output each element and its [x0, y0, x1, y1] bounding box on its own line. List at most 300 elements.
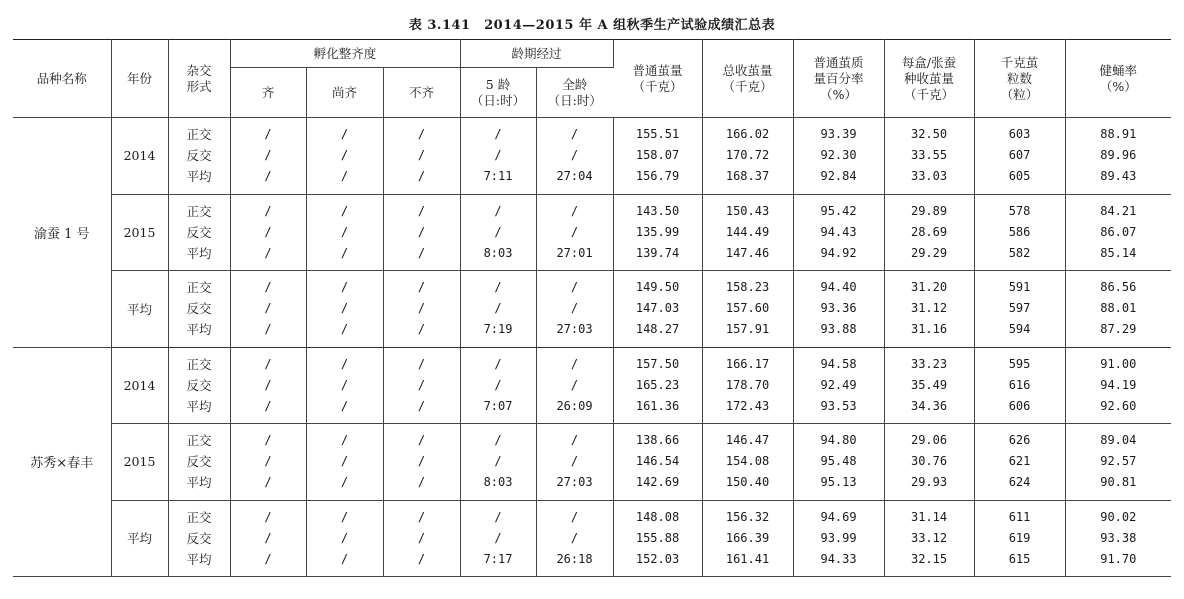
- hatch-fairly-even-cell: [306, 118, 383, 195]
- cell-line: /: [340, 433, 349, 448]
- cell-line: 8:03: [483, 245, 513, 260]
- yield-per-box-cell: [884, 424, 974, 501]
- cell-line: 586: [1008, 224, 1031, 239]
- cell-line: 616: [1008, 377, 1031, 392]
- cell-line: 595: [1008, 356, 1031, 371]
- cell-line: 621: [1008, 454, 1031, 469]
- cell-line: 144.49: [725, 224, 770, 239]
- cell-line: 138.66: [635, 433, 680, 448]
- cell-line: 29.93: [910, 475, 948, 490]
- cell-line: 591: [1008, 280, 1031, 295]
- hatch-even-cell: [230, 194, 306, 271]
- full-instar-cell: [536, 500, 613, 577]
- cell-line: 605: [1008, 169, 1031, 184]
- cell-line: /: [417, 322, 426, 337]
- header-instar-duration: 龄期经过: [460, 40, 613, 68]
- header-cross-type: 杂交 形式: [168, 40, 230, 118]
- total-cocoon-yield-cell: [702, 500, 793, 577]
- cell-line: /: [264, 377, 272, 392]
- header-quality-percent: 普通茧质 量百分率 （%）: [793, 40, 884, 118]
- full-instar-cell: [536, 118, 613, 195]
- cell-line: /: [417, 475, 426, 490]
- full-instar-cell: [536, 424, 613, 501]
- cell-line: 157.50: [635, 356, 680, 371]
- cell-line: 33.12: [910, 530, 948, 545]
- cell-line: 152.03: [635, 551, 680, 566]
- quality-percent-cell: [793, 194, 884, 271]
- hatch-fairly-even-cell: [306, 194, 383, 271]
- fifth-instar-cell: [460, 118, 536, 195]
- cell-line: /: [264, 509, 272, 524]
- yield-per-box-cell: [884, 118, 974, 195]
- cell-line: 94.40: [820, 280, 857, 295]
- healthy-pupa-rate-cell: [1065, 194, 1171, 271]
- cell-line: 95.13: [820, 475, 857, 490]
- cell-line: /: [417, 356, 426, 371]
- cell-line: 147.46: [725, 245, 770, 260]
- hatch-uneven-cell: [383, 424, 460, 501]
- year-cell: 平均: [111, 271, 168, 348]
- cell-line: 157.91: [725, 322, 770, 337]
- cell-line: 148.08: [635, 509, 680, 524]
- cell-line: 158.23: [725, 280, 770, 295]
- cell-line: /: [264, 127, 272, 142]
- header-hatch-fairly-even: 尚齐: [306, 68, 383, 118]
- total-cocoon-yield-cell: [702, 271, 793, 348]
- healthy-pupa-rate-cell: [1065, 271, 1171, 348]
- cell-line: 146.47: [725, 433, 770, 448]
- cell-line: 平均: [186, 169, 212, 185]
- cell-line: /: [494, 509, 502, 524]
- cell-line: 正交: [186, 203, 212, 219]
- cell-line: 93.39: [820, 127, 857, 142]
- cell-line: /: [340, 301, 349, 316]
- cell-line: 149.50: [635, 280, 680, 295]
- full-instar-cell: [536, 347, 613, 424]
- total-cocoon-yield-cell: [702, 194, 793, 271]
- cell-line: 150.40: [725, 475, 770, 490]
- cell-line: /: [494, 301, 502, 316]
- hatch-even-cell: [230, 271, 306, 348]
- cell-line: 平均: [186, 551, 212, 567]
- hatch-fairly-even-cell: [306, 424, 383, 501]
- cell-line: 32.15: [910, 551, 948, 566]
- cell-line: /: [340, 356, 349, 371]
- cell-line: 626: [1008, 433, 1031, 448]
- cell-line: /: [570, 224, 579, 239]
- cell-line: /: [264, 454, 272, 469]
- cell-line: 89.96: [1100, 148, 1137, 163]
- cell-line: 92.60: [1100, 398, 1137, 413]
- cell-line: /: [494, 203, 502, 218]
- cell-line: 93.99: [820, 530, 857, 545]
- cell-line: /: [264, 433, 272, 448]
- full-instar-cell: [536, 194, 613, 271]
- cell-line: 28.69: [910, 224, 948, 239]
- cell-line: 147.03: [635, 301, 680, 316]
- cell-line: 7:11: [483, 169, 513, 184]
- cell-line: 92.84: [820, 169, 857, 184]
- cell-line: 94.43: [820, 224, 857, 239]
- table-row: [13, 271, 1171, 348]
- yield-per-box-cell: [884, 500, 974, 577]
- cell-line: /: [570, 301, 579, 316]
- cell-line: 91.70: [1100, 551, 1137, 566]
- cell-line: 反交: [186, 377, 212, 393]
- header-healthy-pupa-rate: 健蛹率 （%）: [1065, 40, 1171, 118]
- cell-line: 143.50: [635, 203, 680, 218]
- cell-line: 29.29: [910, 245, 948, 260]
- header-cocoons-per-kg: 千克茧 粒数 （粒）: [974, 40, 1065, 118]
- hatch-uneven-cell: [383, 194, 460, 271]
- cell-line: /: [417, 169, 426, 184]
- cell-line: 92.30: [820, 148, 857, 163]
- table-body: [13, 118, 1171, 577]
- regular-cocoon-yield-cell: [613, 194, 702, 271]
- cocoons-per-kg-cell: [974, 118, 1065, 195]
- cell-line: /: [417, 398, 426, 413]
- cell-line: 正交: [186, 127, 212, 143]
- variety-name-cell: 苏秀×春丰: [13, 347, 111, 577]
- cell-line: 31.20: [910, 280, 948, 295]
- cell-line: 87.29: [1100, 322, 1137, 337]
- cell-line: 29.06: [910, 433, 948, 448]
- cell-line: 正交: [186, 433, 212, 449]
- cell-line: 156.79: [635, 169, 680, 184]
- cell-line: /: [494, 377, 502, 392]
- cell-line: 26:18: [556, 551, 593, 566]
- fifth-instar-cell: [460, 347, 536, 424]
- cell-line: /: [417, 245, 426, 260]
- cell-line: 615: [1008, 551, 1031, 566]
- cell-line: 135.99: [635, 224, 680, 239]
- cell-line: 88.91: [1100, 127, 1137, 142]
- cell-line: 反交: [186, 148, 212, 164]
- cell-line: 30.76: [910, 454, 948, 469]
- cell-line: /: [340, 530, 349, 545]
- cell-line: 94.92: [820, 245, 857, 260]
- cell-line: /: [264, 322, 272, 337]
- cell-line: 平均: [186, 475, 212, 491]
- cell-line: /: [417, 551, 426, 566]
- cell-line: 165.23: [635, 377, 680, 392]
- total-cocoon-yield-cell: [702, 424, 793, 501]
- cell-line: 170.72: [725, 148, 770, 163]
- table-row: [13, 347, 1171, 424]
- cell-line: /: [340, 454, 349, 469]
- cell-line: 94.80: [820, 433, 857, 448]
- cell-line: /: [494, 224, 502, 239]
- cell-line: /: [340, 551, 349, 566]
- cell-line: 平均: [186, 245, 212, 261]
- cell-line: /: [494, 280, 502, 295]
- regular-cocoon-yield-cell: [613, 347, 702, 424]
- healthy-pupa-rate-cell: [1065, 500, 1171, 577]
- quality-percent-cell: [793, 424, 884, 501]
- cell-line: 91.00: [1100, 356, 1137, 371]
- cell-line: /: [417, 433, 426, 448]
- cell-line: /: [570, 280, 579, 295]
- cell-line: 27:03: [556, 475, 593, 490]
- regular-cocoon-yield-cell: [613, 424, 702, 501]
- cell-line: 94.69: [820, 509, 857, 524]
- cell-line: 93.38: [1100, 530, 1137, 545]
- cell-line: /: [570, 127, 579, 142]
- cell-line: 90.02: [1100, 509, 1137, 524]
- cell-line: 93.36: [820, 301, 857, 316]
- cocoons-per-kg-cell: [974, 194, 1065, 271]
- cell-line: /: [417, 280, 426, 295]
- cell-line: /: [570, 530, 579, 545]
- cell-line: /: [264, 356, 272, 371]
- cell-line: 94.33: [820, 551, 857, 566]
- cell-line: /: [417, 127, 426, 142]
- hatch-uneven-cell: [383, 118, 460, 195]
- cell-line: 166.39: [725, 530, 770, 545]
- cell-line: /: [494, 530, 502, 545]
- cell-line: 166.17: [725, 356, 770, 371]
- cell-line: 155.51: [635, 127, 680, 142]
- total-cocoon-yield-cell: [702, 118, 793, 195]
- cell-line: 35.49: [910, 377, 948, 392]
- table-row: [13, 500, 1171, 577]
- cell-line: 7:17: [483, 551, 513, 566]
- cell-line: 619: [1008, 530, 1031, 545]
- year-cell: 2014: [111, 118, 168, 195]
- cell-line: 154.08: [725, 454, 770, 469]
- cell-line: 89.04: [1100, 433, 1137, 448]
- cross-type-cell: [168, 347, 230, 424]
- table-row: [13, 118, 1171, 195]
- cell-line: 反交: [186, 224, 212, 240]
- cell-line: 92.57: [1100, 454, 1137, 469]
- cell-line: /: [264, 203, 272, 218]
- cell-line: 86.56: [1100, 280, 1137, 295]
- quality-percent-cell: [793, 500, 884, 577]
- cross-type-cell: [168, 424, 230, 501]
- cell-line: 85.14: [1100, 245, 1137, 260]
- regular-cocoon-yield-cell: [613, 271, 702, 348]
- cell-line: /: [494, 148, 502, 163]
- cell-line: 反交: [186, 301, 212, 317]
- cell-line: 正交: [186, 356, 212, 372]
- cell-line: /: [340, 203, 349, 218]
- cell-line: 93.53: [820, 398, 857, 413]
- header-total-cocoon-yield: 总收茧量 （千克）: [702, 40, 793, 118]
- cell-line: /: [340, 245, 349, 260]
- quality-percent-cell: [793, 347, 884, 424]
- hatch-fairly-even-cell: [306, 271, 383, 348]
- cell-line: /: [264, 169, 272, 184]
- hatch-even-cell: [230, 347, 306, 424]
- cell-line: 597: [1008, 301, 1031, 316]
- cell-line: 正交: [186, 509, 212, 525]
- cell-line: 27:01: [556, 245, 593, 260]
- cell-line: 158.07: [635, 148, 680, 163]
- hatch-fairly-even-cell: [306, 347, 383, 424]
- cell-line: /: [340, 475, 349, 490]
- cell-line: 148.27: [635, 322, 680, 337]
- cell-line: /: [570, 509, 579, 524]
- header-regular-cocoon-yield: 普通茧量 （千克）: [613, 40, 702, 118]
- cell-line: 157.60: [725, 301, 770, 316]
- cell-line: 94.19: [1100, 377, 1137, 392]
- cell-line: 155.88: [635, 530, 680, 545]
- quality-percent-cell: [793, 118, 884, 195]
- cell-line: 31.14: [910, 509, 948, 524]
- table-row: [13, 194, 1171, 271]
- cell-line: 166.02: [725, 127, 770, 142]
- cell-line: 594: [1008, 322, 1031, 337]
- cell-line: 90.81: [1100, 475, 1137, 490]
- cell-line: 168.37: [725, 169, 770, 184]
- hatch-uneven-cell: [383, 347, 460, 424]
- cell-line: 33.55: [910, 148, 948, 163]
- header-yield-per-box: 每盒/张蚕 种收茧量 （千克）: [884, 40, 974, 118]
- cell-line: /: [340, 224, 349, 239]
- year-cell: 2015: [111, 424, 168, 501]
- cell-line: 32.50: [910, 127, 948, 142]
- hatch-uneven-cell: [383, 500, 460, 577]
- cell-line: /: [340, 280, 349, 295]
- cell-line: /: [264, 245, 272, 260]
- cell-line: /: [417, 224, 426, 239]
- cell-line: 624: [1008, 475, 1031, 490]
- cell-line: 89.43: [1100, 169, 1137, 184]
- cell-line: /: [494, 356, 502, 371]
- cell-line: 607: [1008, 148, 1031, 163]
- cell-line: /: [340, 169, 349, 184]
- cocoons-per-kg-cell: [974, 347, 1065, 424]
- year-cell: 2014: [111, 347, 168, 424]
- cell-line: /: [417, 454, 426, 469]
- healthy-pupa-rate-cell: [1065, 347, 1171, 424]
- cell-line: /: [417, 203, 426, 218]
- header-variety: 品种名称: [13, 40, 111, 118]
- yield-per-box-cell: [884, 271, 974, 348]
- cell-line: 7:19: [483, 322, 513, 337]
- yield-per-box-cell: [884, 347, 974, 424]
- cell-line: /: [264, 280, 272, 295]
- healthy-pupa-rate-cell: [1065, 118, 1171, 195]
- cell-line: 27:04: [556, 169, 593, 184]
- cell-line: /: [264, 530, 272, 545]
- cell-line: 150.43: [725, 203, 770, 218]
- cell-line: 88.01: [1100, 301, 1137, 316]
- header-hatch-even: 齐: [230, 68, 306, 118]
- hatch-even-cell: [230, 424, 306, 501]
- cell-line: 平均: [186, 398, 212, 414]
- results-table: [13, 39, 1171, 577]
- cell-line: 平均: [186, 322, 212, 338]
- cell-line: 33.03: [910, 169, 948, 184]
- header-hatch-uneven: 不齐: [383, 68, 460, 118]
- year-cell: 2015: [111, 194, 168, 271]
- cell-line: 31.12: [910, 301, 948, 316]
- cell-line: 反交: [186, 454, 212, 470]
- cell-line: /: [570, 433, 579, 448]
- table-header: [13, 40, 1171, 118]
- hatch-even-cell: [230, 500, 306, 577]
- cell-line: 33.23: [910, 356, 948, 371]
- cell-line: /: [417, 509, 426, 524]
- cell-line: 95.48: [820, 454, 857, 469]
- fifth-instar-cell: [460, 424, 536, 501]
- cell-line: 26:09: [556, 398, 593, 413]
- cell-line: 603: [1008, 127, 1031, 142]
- cell-line: /: [264, 551, 272, 566]
- yield-per-box-cell: [884, 194, 974, 271]
- cell-line: 94.58: [820, 356, 857, 371]
- fifth-instar-cell: [460, 194, 536, 271]
- cell-line: 86.07: [1100, 224, 1137, 239]
- cell-line: 93.88: [820, 322, 857, 337]
- cell-line: /: [340, 322, 349, 337]
- cell-line: /: [264, 475, 272, 490]
- cell-line: 正交: [186, 280, 212, 296]
- cross-type-cell: [168, 500, 230, 577]
- fifth-instar-cell: [460, 271, 536, 348]
- cell-line: 156.32: [725, 509, 770, 524]
- cocoons-per-kg-cell: [974, 424, 1065, 501]
- table-row: [13, 424, 1171, 501]
- cell-line: 92.49: [820, 377, 857, 392]
- cell-line: 8:03: [483, 475, 513, 490]
- hatch-uneven-cell: [383, 271, 460, 348]
- cell-line: 31.16: [910, 322, 948, 337]
- cell-line: /: [340, 398, 349, 413]
- hatch-even-cell: [230, 118, 306, 195]
- cell-line: 95.42: [820, 203, 857, 218]
- cell-line: /: [417, 530, 426, 545]
- cell-line: /: [494, 433, 502, 448]
- cross-type-cell: [168, 194, 230, 271]
- cell-line: /: [264, 148, 272, 163]
- cell-line: 27:03: [556, 322, 593, 337]
- cell-line: /: [494, 454, 502, 469]
- cell-line: /: [570, 356, 579, 371]
- cell-line: 34.36: [910, 398, 948, 413]
- cell-line: 7:07: [483, 398, 513, 413]
- cell-line: 反交: [186, 530, 212, 546]
- cell-line: /: [340, 377, 349, 392]
- regular-cocoon-yield-cell: [613, 118, 702, 195]
- cell-line: /: [340, 509, 349, 524]
- cell-line: 139.74: [635, 245, 680, 260]
- variety-name-cell: 渝蚕 1 号: [13, 118, 111, 348]
- cocoons-per-kg-cell: [974, 271, 1065, 348]
- cell-line: /: [264, 398, 272, 413]
- cell-line: 29.89: [910, 203, 948, 218]
- cell-line: /: [417, 301, 426, 316]
- regular-cocoon-yield-cell: [613, 500, 702, 577]
- cocoons-per-kg-cell: [974, 500, 1065, 577]
- cell-line: 578: [1008, 203, 1031, 218]
- full-instar-cell: [536, 271, 613, 348]
- cell-line: /: [340, 127, 349, 142]
- header-fifth-instar: 5 龄 （日:时）: [460, 68, 536, 118]
- cell-line: 146.54: [635, 454, 680, 469]
- cell-line: /: [340, 148, 349, 163]
- cell-line: /: [570, 148, 579, 163]
- cell-line: 582: [1008, 245, 1031, 260]
- header-hatch-uniformity: 孵化整齐度: [230, 40, 460, 68]
- cell-line: 142.69: [635, 475, 680, 490]
- cell-line: /: [570, 203, 579, 218]
- cell-line: 611: [1008, 509, 1031, 524]
- quality-percent-cell: [793, 271, 884, 348]
- cell-line: /: [494, 127, 502, 142]
